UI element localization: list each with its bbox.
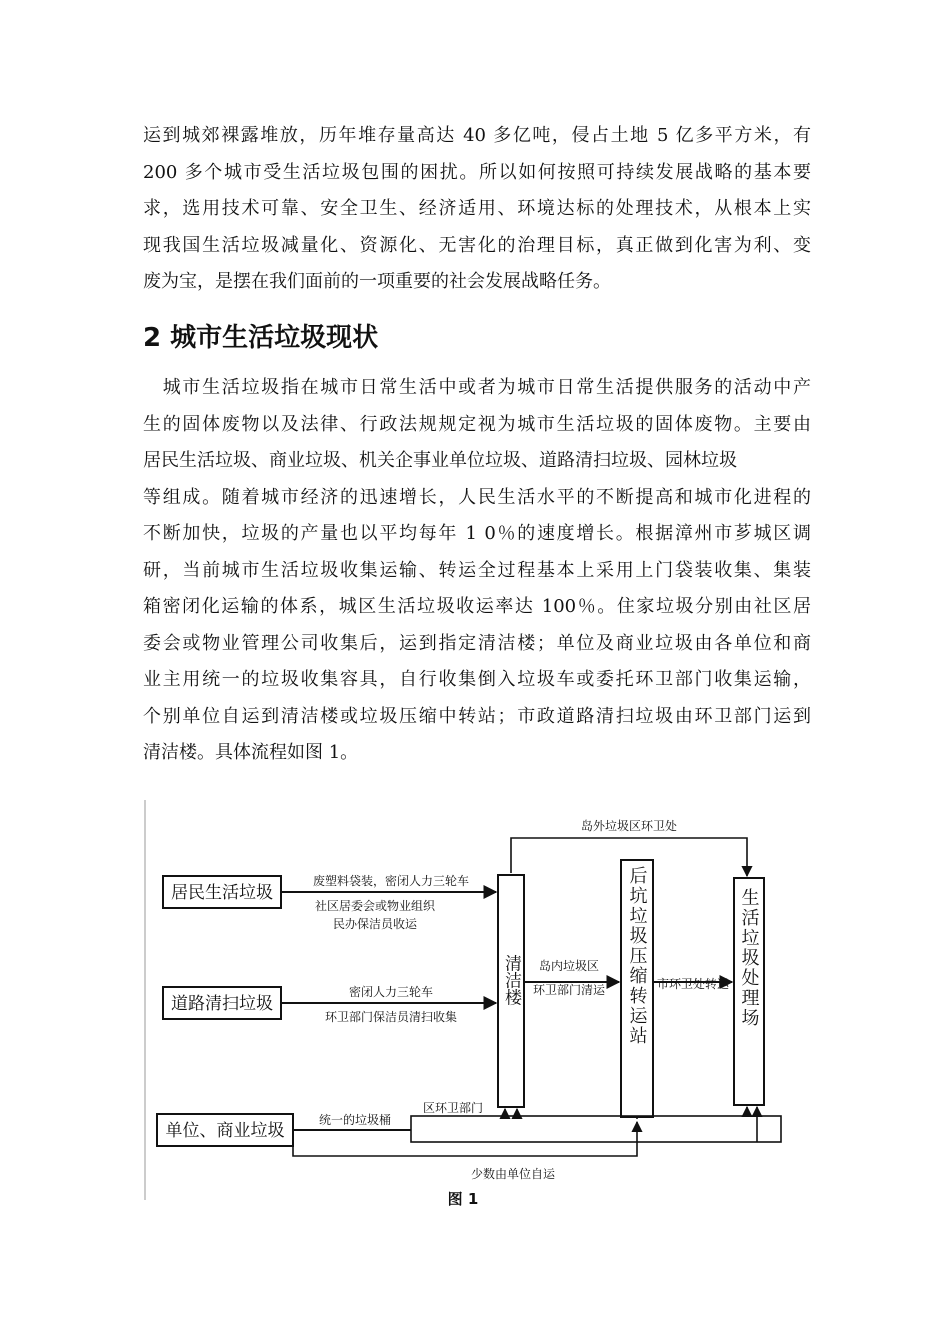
transfer-station-label: 后坑垃圾压缩转运站 [626,866,648,1046]
edge-label-city-dept: 市环卫处转运 [656,977,730,991]
paragraph-1-line: 运到城郊裸露堆放，历年堆存量高达 40 多亿吨，侵占土地 5 亿多平方米，有 [143,125,811,146]
figure-1 [143,790,811,1210]
paragraph-2-line: 清洁楼。具体流程如图 1。 [143,742,359,763]
edge-label-residential-bottom-1: 社区居委会或物业组织 [314,899,436,913]
paragraph-2-line: 个别单位自运到清洁楼或垃圾压缩中转站；市政道路清扫垃圾由环卫部门运到 [143,705,811,727]
arrow-self-transport [293,1122,637,1156]
residential-waste-label: 居民生活垃圾 [171,883,273,903]
clean-building-label: 清洁楼 [501,954,521,1006]
paragraph-2-line: 居民生活垃圾、商业垃圾、机关企事业单位垃圾、道路清扫垃圾、园林垃圾 [143,450,737,471]
flow-diagram [143,790,811,1210]
edge-label-island-inner-1: 岛内垃圾区 [538,959,600,973]
paragraph-2-line: 研，当前城市生活垃圾收集运输、转运全过程基本上采用上门袋装收集、集装 [143,559,811,581]
edge-label-self-transport: 少数由单位自运 [470,1167,556,1181]
paragraph-2-line: 不断加快，垃圾的产量也以平均每年 1 0％的速度增长。根据漳州市芗城区调 [143,523,811,544]
edge-label-island-outer: 岛外垃圾区环卫处 [580,819,678,833]
paragraph-2-line: 生的固体废物以及法律、行政法规规定视为城市生活垃圾的固体废物。主要由 [143,413,811,435]
paragraph-1-line: 废为宝，是摆在我们面前的一项重要的社会发展战略任务。 [143,271,611,292]
paragraph-2-line: 箱密闭化运输的体系，城区生活垃圾收运率达 100％。住家垃圾分别由社区居 [143,596,811,617]
paragraph-2-line: 城市生活垃圾指在城市日常生活中或者为城市日常生活提供服务的活动中产 [143,377,811,398]
district-dept-channel [411,1116,781,1142]
paragraph-1-line: 现我国生活垃圾减量化、资源化、无害化的治理目标，真正做到化害为利、变 [143,234,811,256]
figure-caption: 图 1 [447,1190,479,1208]
paragraph-2-line: 业主用统一的垃圾收集容具，自行收集倒入垃圾车或委托环卫部门收集运输， [143,669,811,690]
commercial-waste-label: 单位、商业垃圾 [165,1121,285,1141]
paragraph-1-line: 200 多个城市受生活垃圾包围的困扰。所以如何按照可持续发展战略的基本要 [143,161,811,183]
edge-label-district-dept: 区环卫部门 [422,1101,484,1115]
edge-label-road-top: 密闭人力三轮车 [348,985,434,999]
edge-label-commercial-bin: 统一的垃圾桶 [318,1113,392,1127]
treatment-plant-label: 生活垃圾处理场 [738,888,760,1028]
paragraph-2-line: 等组成。随着城市经济的迅速增长，人民生活水平的不断提高和城市化进程的 [143,486,811,508]
edge-label-road-bottom: 环卫部门保洁员清扫收集 [324,1010,458,1024]
road-waste-label: 道路清扫垃圾 [171,994,273,1014]
edge-label-residential-top: 废塑料袋装，密闭人力三轮车 [312,874,470,888]
paragraph-1 [143,118,811,301]
paragraph-2 [143,370,811,772]
section-heading: 2 城市生活垃圾现状 [143,323,379,353]
edge-label-residential-bottom-2: 民办保洁员收运 [332,917,418,931]
paragraph-1-line: 求，选用技术可靠、安全卫生、经济适用、环境达标的处理技术，从根本上实 [143,198,811,219]
paragraph-2-line: 委会或物业管理公司收集后，运到指定清洁楼；单位及商业垃圾由各单位和商 [143,632,811,654]
edge-label-island-inner-2: 环卫部门清运 [532,983,606,997]
